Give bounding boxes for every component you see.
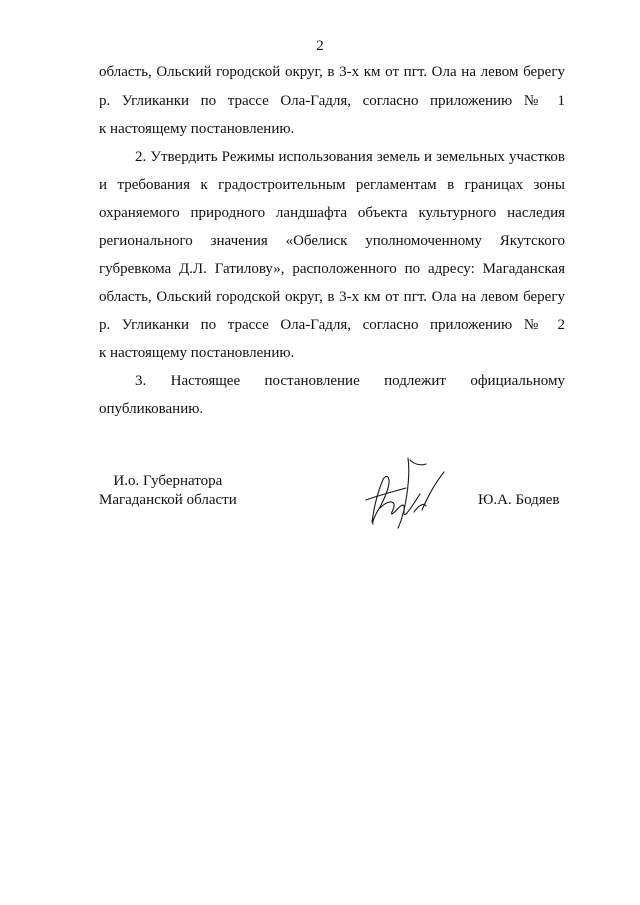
text-line: область, Ольский городской округ, в 3-х км от пгт. Ола на левом берегу: [99, 64, 565, 80]
text-line: к настоящему постановлению.: [99, 121, 295, 137]
text-line: область, Ольский городской округ, в 3-х км от пгт. Ола на левом берегу: [99, 289, 565, 305]
signatory-name: Ю.А. Бодяев: [478, 492, 560, 508]
text-line: и требования к градостроительным регламентам в границах зоны: [99, 177, 565, 193]
handwritten-signature: [362, 452, 448, 532]
position-line: И.о. Губернатора: [113, 473, 223, 489]
text-line: р. Угликанки по трассе Ола-Гадля, согласно приложению № 2: [99, 317, 565, 333]
text-line: регионального значения «Обелиск уполномоченному Якутского: [99, 233, 565, 249]
text-line: 3. Настоящее постановление подлежит официальному: [135, 373, 565, 389]
text-line: р. Угликанки по трассе Ола-Гадля, согласно приложению № 1: [99, 93, 565, 109]
text-line: губревкома Д.Л. Гатилову», расположенного по адресу: Магаданская: [99, 261, 565, 277]
position-line: Магаданской области: [99, 492, 237, 508]
page-number: 2: [316, 38, 324, 54]
text-line: охраняемого природного ландшафта объекта культурного наследия: [99, 205, 565, 221]
text-line: 2. Утвердить Режимы использования земель и земельных участков: [135, 149, 565, 165]
text-line: опубликованию.: [99, 401, 204, 417]
text-line: к настоящему постановлению.: [99, 345, 295, 361]
signatory-position: [99, 472, 237, 510]
